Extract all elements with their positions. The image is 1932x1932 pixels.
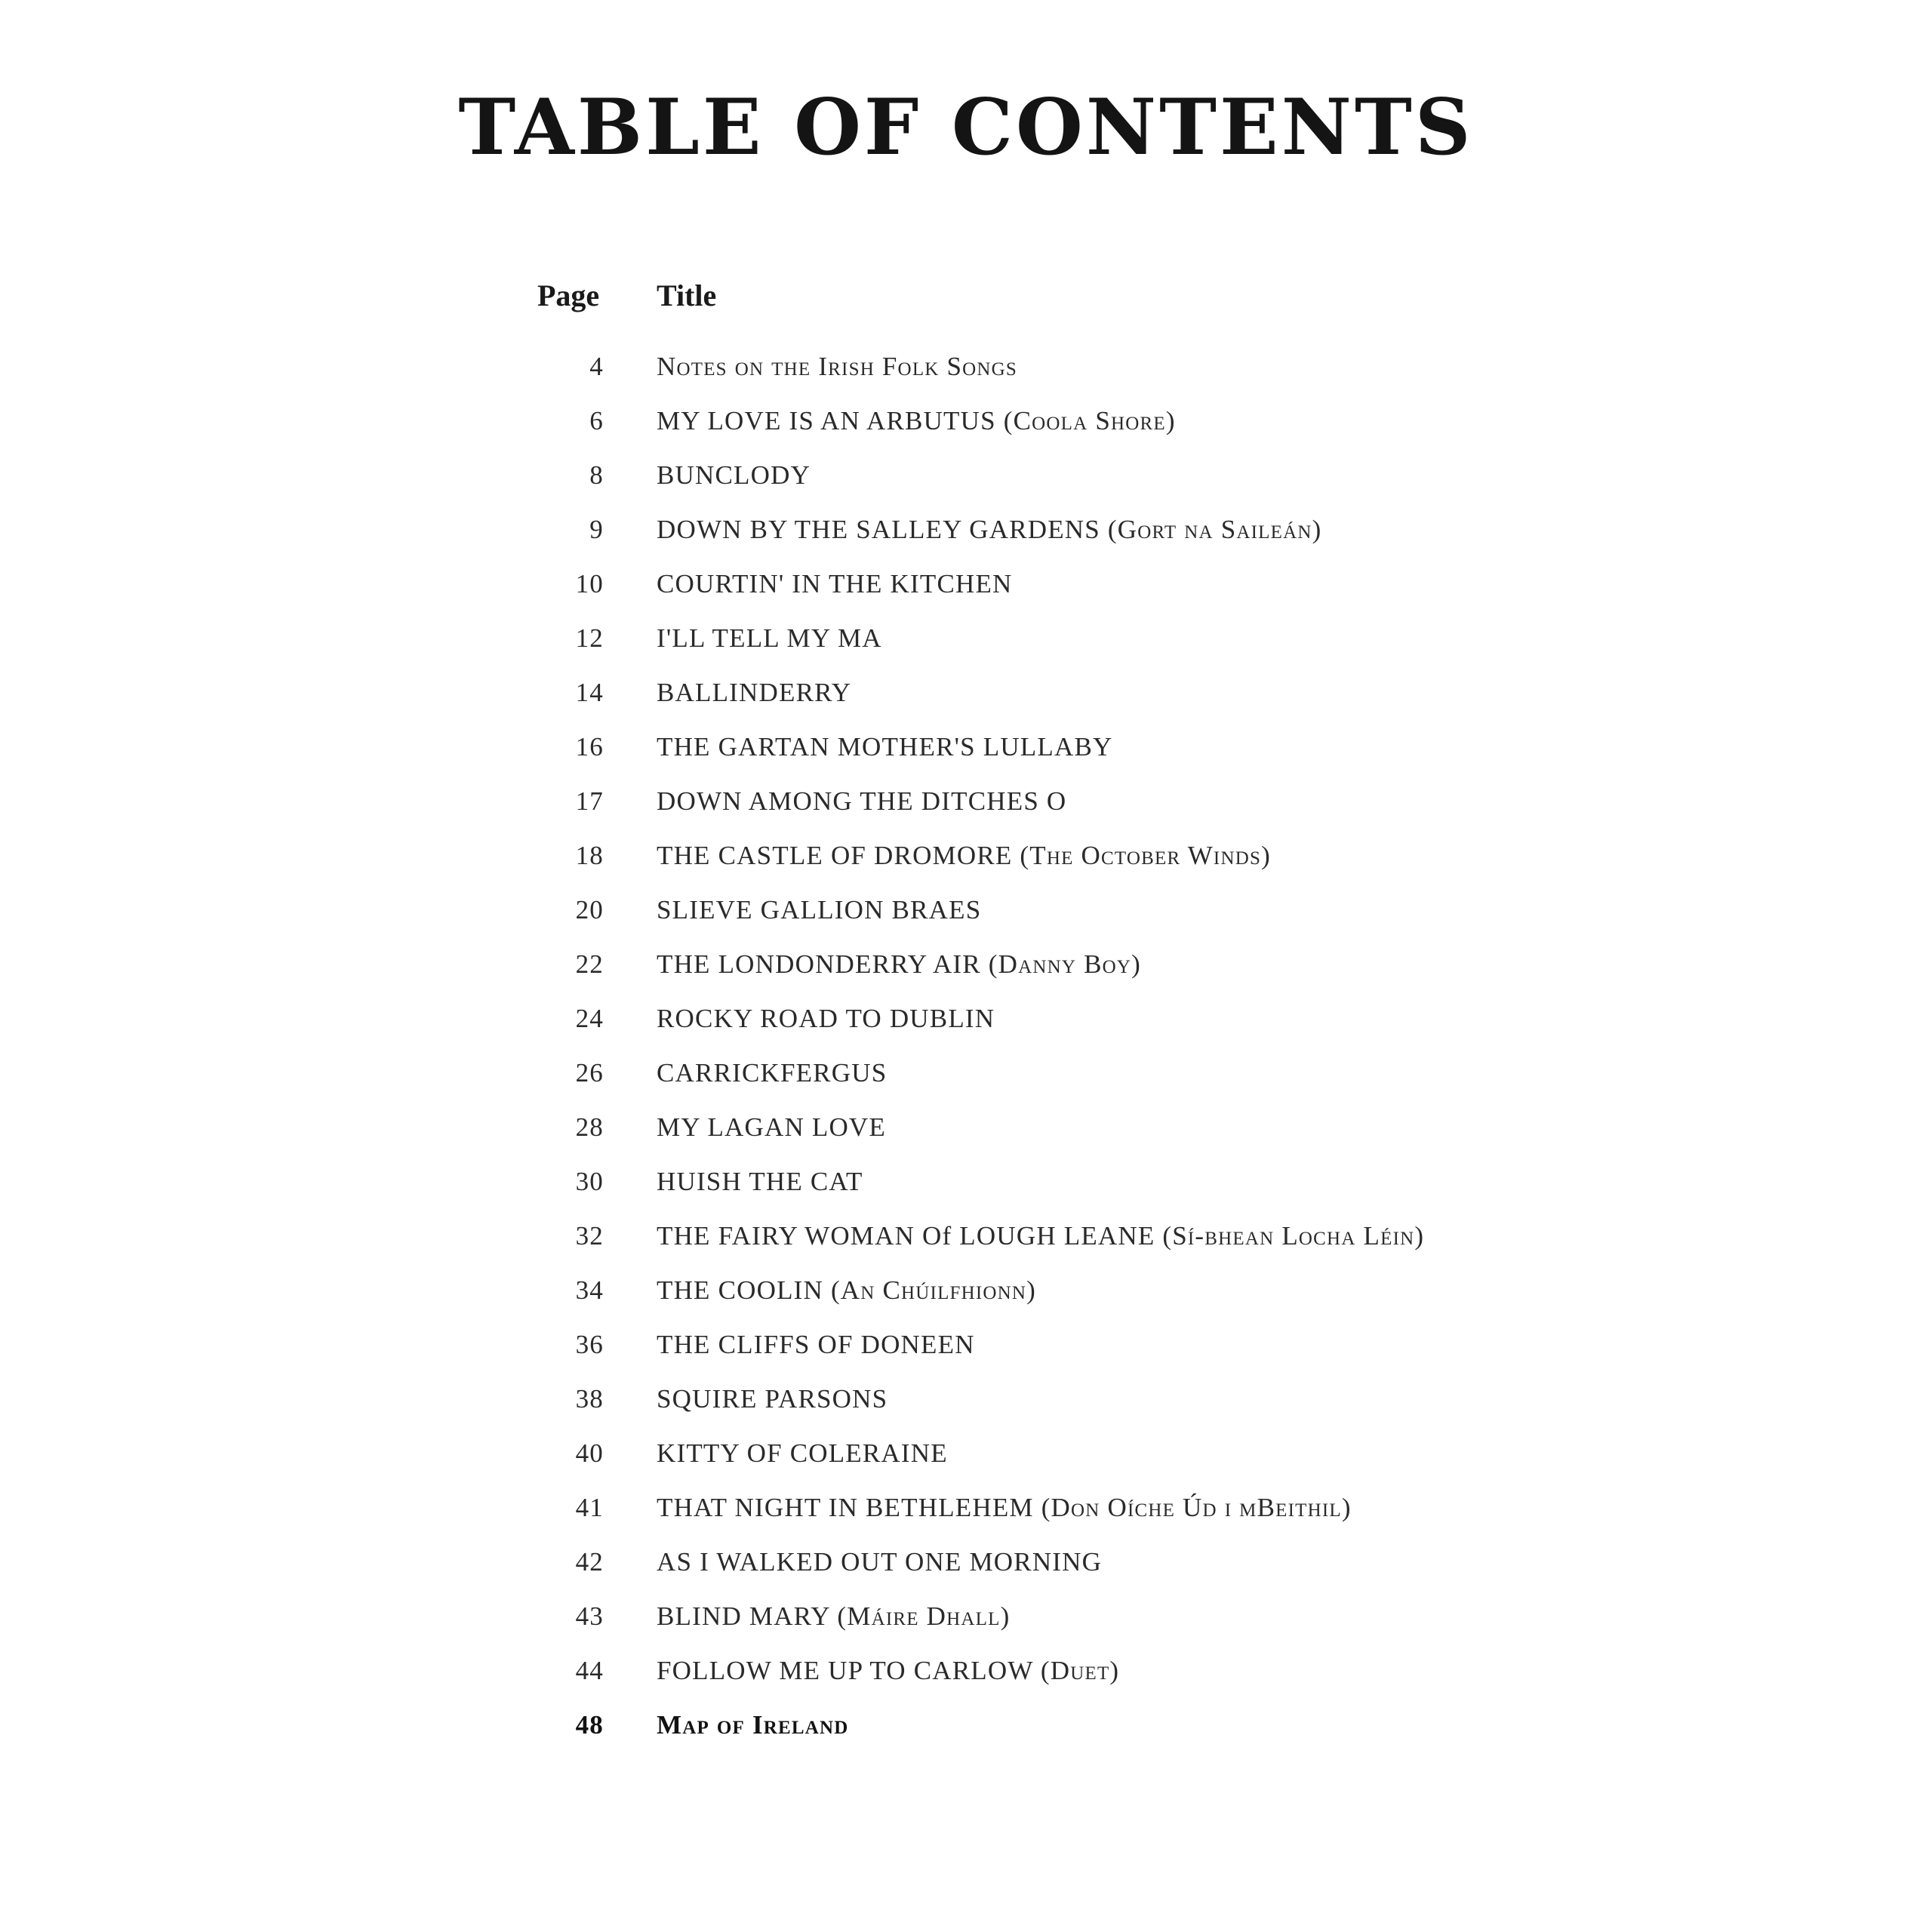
page-column-header: Page xyxy=(537,278,600,312)
toc-entry-title-line xyxy=(657,623,882,654)
toc-entry[interactable] xyxy=(528,1156,1585,1211)
toc-entry[interactable] xyxy=(528,450,1585,504)
toc-entry-page-number: 24 xyxy=(575,1004,604,1033)
toc-entry-page-number: 32 xyxy=(575,1221,604,1251)
toc-entry-title: Notes on the Irish Folk Songs xyxy=(657,352,1018,381)
toc-entry-title-line xyxy=(657,1167,863,1197)
toc-entry-title: I'LL TELL MY MA xyxy=(657,623,882,653)
toc-entry-page-number: 38 xyxy=(575,1384,604,1414)
toc-entry-subtitle: (Danny Boy) xyxy=(988,949,1142,979)
toc-entry-subtitle: (Duet) xyxy=(1040,1656,1120,1685)
toc-entry[interactable] xyxy=(528,1700,1585,1754)
toc-entry-page-number: 9 xyxy=(589,515,604,544)
toc-entry-title-line xyxy=(657,949,1141,980)
toc-entry-title: BLIND MARY xyxy=(657,1601,830,1631)
toc-entry-subtitle: (Gort na Saileán) xyxy=(1107,515,1322,544)
toc-entry[interactable] xyxy=(528,1591,1585,1645)
toc-entry[interactable] xyxy=(528,504,1585,558)
toc-entry-page-number: 14 xyxy=(575,678,604,707)
toc-entry-title-line xyxy=(657,1438,948,1469)
toc-entry[interactable] xyxy=(528,1048,1585,1102)
toc-entry[interactable] xyxy=(528,884,1585,939)
toc-entry-title-line xyxy=(657,1493,1352,1523)
toc-entry[interactable] xyxy=(528,1374,1585,1428)
toc-entry-title: THE CLIFFS OF DONEEN xyxy=(657,1330,975,1359)
toc-entry-title-line xyxy=(657,895,981,925)
toc-entry-title-line xyxy=(657,1330,975,1360)
toc-entry-title-line xyxy=(657,1058,887,1088)
toc-entry-title: DOWN BY THE SALLEY GARDENS xyxy=(657,515,1100,544)
toc-entry-title: THE CASTLE OF DROMORE xyxy=(657,841,1013,870)
toc-entry-title: ROCKY ROAD TO DUBLIN xyxy=(657,1004,995,1033)
toc-entry-title-line xyxy=(657,515,1321,545)
toc-entry[interactable] xyxy=(528,1265,1585,1319)
toc-entry[interactable] xyxy=(528,613,1585,667)
toc-entry-subtitle: (Máire Dhall) xyxy=(837,1601,1011,1631)
toc-entry[interactable] xyxy=(528,993,1585,1048)
toc-entry-title-line xyxy=(657,460,811,491)
toc-entry[interactable] xyxy=(528,1211,1585,1265)
toc-header xyxy=(528,275,1585,320)
toc-entry[interactable] xyxy=(528,558,1585,613)
toc-entry-title-line xyxy=(657,732,1112,762)
toc-entry-title-line xyxy=(657,786,1066,817)
toc-entry-page-number: 18 xyxy=(575,841,604,870)
page-title: TABLE OF CONTENTS xyxy=(458,82,1474,173)
toc-entry-title: SLIEVE GALLION BRAES xyxy=(657,895,982,924)
toc-entry-page-number: 12 xyxy=(575,623,604,653)
toc-entry[interactable] xyxy=(528,939,1585,993)
toc-entry-title: FOLLOW ME UP TO CARLOW xyxy=(657,1656,1033,1685)
toc-entry-title: THE FAIRY WOMAN Of LOUGH LEANE xyxy=(657,1221,1155,1251)
toc-entry-title: BUNCLODY xyxy=(657,460,811,490)
toc-entry-title-line xyxy=(657,1656,1119,1686)
title-column-header: Title xyxy=(657,278,717,312)
toc-entry-title: CARRICKFERGUS xyxy=(657,1058,888,1088)
toc-entry[interactable] xyxy=(528,1319,1585,1374)
toc-entry-title: THE COOLIN xyxy=(657,1275,823,1305)
toc-entry-title: SQUIRE PARSONS xyxy=(657,1384,888,1414)
toc-entry-page-number: 10 xyxy=(575,569,604,598)
toc-entry-page-number: 30 xyxy=(575,1167,604,1196)
toc-entry-title-line xyxy=(657,352,1017,382)
toc-entry-title-line xyxy=(657,1547,1102,1577)
toc-entry-title-line xyxy=(657,678,851,708)
toc-entry-title: HUISH THE CAT xyxy=(657,1167,863,1196)
table-of-contents xyxy=(528,275,1585,1740)
toc-entry-title: AS I WALKED OUT ONE MORNING xyxy=(657,1547,1103,1577)
toc-entry-page-number: 43 xyxy=(575,1601,604,1631)
toc-entry-title: BALLINDERRY xyxy=(657,678,852,707)
toc-entry-page-number: 36 xyxy=(575,1330,604,1359)
toc-entry-page-number: 22 xyxy=(575,949,604,979)
toc-entry-page-number: 41 xyxy=(575,1493,604,1522)
toc-entry-title-line xyxy=(657,569,1013,599)
toc-list xyxy=(528,341,1585,1754)
toc-entry-title-line xyxy=(657,1221,1424,1251)
toc-entry[interactable] xyxy=(528,1537,1585,1591)
toc-entry-page-number: 17 xyxy=(575,786,604,816)
toc-entry-title: Map of Ireland xyxy=(657,1710,849,1740)
toc-entry[interactable] xyxy=(528,830,1585,884)
toc-entry-page-number: 48 xyxy=(575,1710,604,1740)
toc-entry-page-number: 16 xyxy=(575,732,604,761)
toc-entry-subtitle: (An Chúilfhionn) xyxy=(830,1275,1037,1305)
toc-entry-title-line xyxy=(657,1384,888,1414)
toc-entry[interactable] xyxy=(528,1482,1585,1537)
toc-entry-title-line xyxy=(657,1710,849,1740)
toc-entry-page-number: 28 xyxy=(575,1112,604,1142)
toc-entry-page-number: 34 xyxy=(575,1275,604,1305)
toc-entry-page-number: 4 xyxy=(589,352,604,381)
toc-entry[interactable] xyxy=(528,1102,1585,1156)
toc-entry-subtitle: (The October Winds) xyxy=(1020,841,1271,870)
toc-entry-page-number: 20 xyxy=(575,895,604,924)
toc-entry-page-number: 26 xyxy=(575,1058,604,1088)
toc-entry-subtitle: (Don Oíche Úd i mBeithil) xyxy=(1041,1493,1352,1522)
toc-entry-title: THE LONDONDERRY AIR xyxy=(657,949,981,979)
toc-entry-title: DOWN AMONG THE DITCHES O xyxy=(657,786,1067,816)
toc-entry-subtitle: (Coola Shore) xyxy=(1003,406,1176,435)
toc-entry-page-number: 42 xyxy=(575,1547,604,1577)
toc-entry[interactable] xyxy=(528,721,1585,776)
toc-entry-title: THAT NIGHT IN BETHLEHEM xyxy=(657,1493,1034,1522)
toc-entry-title: KITTY OF COLERAINE xyxy=(657,1438,948,1468)
toc-entry-title: MY LOVE IS AN ARBUTUS xyxy=(657,406,996,435)
toc-entry-page-number: 40 xyxy=(575,1438,604,1468)
toc-entry-title-line xyxy=(657,1004,995,1034)
toc-entry-page-number: 8 xyxy=(589,460,604,490)
toc-entry-title: COURTIN' IN THE KITCHEN xyxy=(657,569,1013,598)
toc-entry[interactable] xyxy=(528,341,1585,395)
toc-entry[interactable] xyxy=(528,776,1585,830)
toc-entry[interactable] xyxy=(528,1428,1585,1482)
toc-entry[interactable] xyxy=(528,395,1585,450)
toc-entry-title-line xyxy=(657,406,1176,436)
toc-entry-title: MY LAGAN LOVE xyxy=(657,1112,886,1142)
toc-entry-title-line xyxy=(657,1275,1036,1306)
toc-entry-subtitle: (Sí-bhean Locha Léin) xyxy=(1162,1221,1425,1251)
toc-entry-title-line xyxy=(657,1601,1010,1632)
toc-entry-title: THE GARTAN MOTHER'S LULLABY xyxy=(657,732,1113,761)
toc-entry[interactable] xyxy=(528,1645,1585,1700)
toc-entry-page-number: 6 xyxy=(589,406,604,435)
toc-entry[interactable] xyxy=(528,667,1585,721)
toc-entry-title-line xyxy=(657,1112,886,1143)
toc-entry-page-number: 44 xyxy=(575,1656,604,1685)
toc-entry-title-line xyxy=(657,841,1271,871)
